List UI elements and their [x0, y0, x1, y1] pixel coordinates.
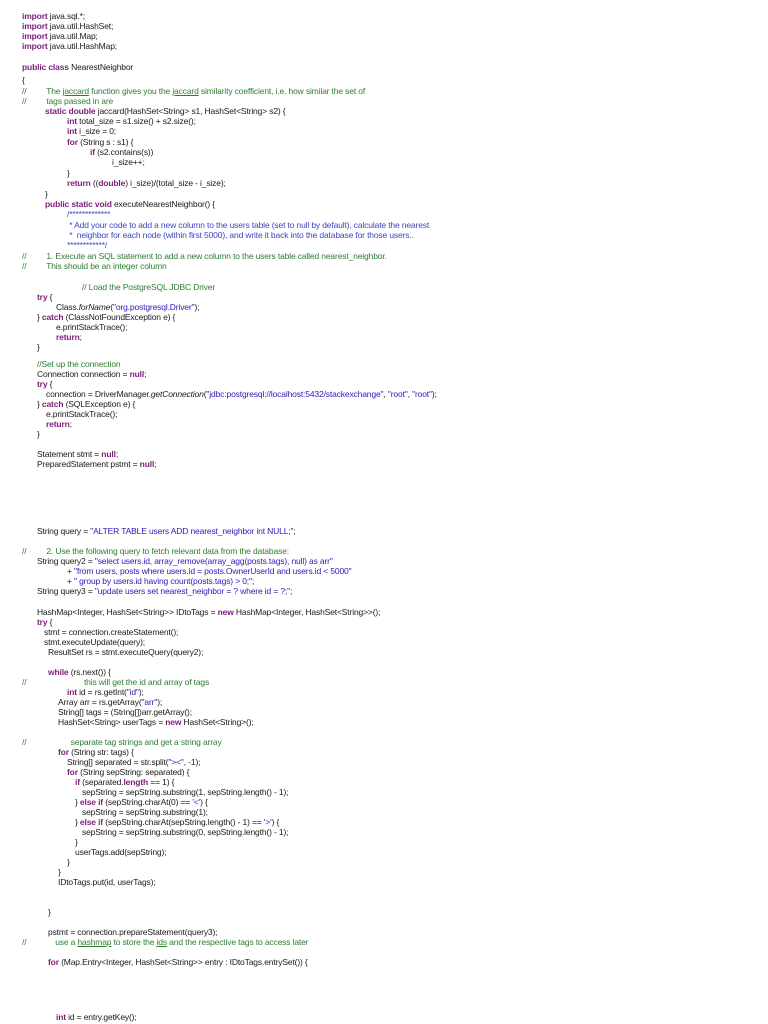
code-token: import [22, 41, 48, 51]
code-token: } [48, 907, 51, 917]
code-token: Array arr = rs.getArray( [58, 697, 142, 707]
code-token: id = entry.getKey(); [65, 1012, 137, 1022]
code-token: ResultSet rs = stmt.executeQuery(query2); [48, 647, 204, 657]
code-token: } [75, 837, 78, 847]
code-line [56, 302, 199, 312]
code-line [22, 546, 289, 556]
code-line [22, 261, 167, 271]
code-line [37, 586, 292, 596]
code-token: catch [41, 312, 64, 322]
code-token: ) i_size)/(total_size - i_size); [125, 178, 226, 188]
code-token: * neighbor for each node (within first 5000), and write it back into the database for those users.. [67, 230, 414, 240]
code-token: static [45, 106, 67, 116]
code-token: import [22, 21, 48, 31]
code-line [46, 409, 117, 419]
code-token: + [67, 566, 75, 576]
code-line [37, 429, 40, 439]
code-token: Class. [56, 302, 79, 312]
code-line [48, 667, 111, 677]
code-token: } [37, 429, 40, 439]
code-token: (( [90, 178, 99, 188]
code-line [37, 459, 156, 469]
code-token: "from users, posts where users.id = posts.OwnerUserId and users.id < 5000" [74, 566, 352, 576]
code-line [67, 220, 429, 230]
code-token: // [22, 261, 27, 271]
code-token: NearestNeighbor [68, 62, 134, 72]
code-token: new [217, 607, 234, 617]
code-token: String query = [37, 526, 91, 536]
code-line [58, 877, 156, 887]
code-token: null [129, 369, 145, 379]
code-line [67, 240, 107, 250]
code-token: (ClassNotFoundException e) { [63, 312, 176, 322]
code-token: } [75, 817, 80, 827]
code-token: (String s : s1) { [77, 137, 134, 147]
code-token: } [37, 399, 42, 409]
code-line [58, 697, 162, 707]
code-token: ); [157, 697, 163, 707]
code-token: ); [431, 389, 437, 399]
code-token: (rs.next()) { [68, 667, 111, 677]
code-token: int [67, 116, 77, 126]
code-token: id = rs.getInt( [76, 687, 127, 697]
code-token: try [37, 379, 48, 389]
code-token: hashmap [77, 937, 112, 947]
code-token: pstmt = connection.prepareStatement(query3); [48, 927, 218, 937]
code-token: '<' [192, 797, 201, 807]
code-token: return [56, 332, 80, 342]
code-line [22, 62, 133, 72]
code-token: "update users set nearest_neighbor = ? where id = ?;" [94, 586, 290, 596]
code-line [112, 157, 145, 167]
code-token: double [68, 106, 96, 116]
code-line [67, 178, 226, 188]
code-line [22, 677, 209, 687]
code-token: (String str: tags) { [68, 747, 134, 757]
code-line [46, 419, 72, 429]
code-token: else [79, 817, 96, 827]
code-token: } [58, 867, 61, 877]
code-line [67, 230, 414, 240]
code-token: jaccard [62, 86, 89, 96]
code-token: getConnection [150, 389, 204, 399]
code-token: ) { [271, 817, 280, 827]
code-token: function gives you the [88, 86, 173, 96]
code-token: ); [138, 687, 144, 697]
code-token: to store the [111, 937, 157, 947]
code-token: use a [26, 937, 78, 947]
code-token: i_size = 0; [76, 126, 117, 136]
code-line [75, 777, 174, 787]
code-token: * Add your code to add a new column to the users table (set to null by default), calculate the nearest [67, 220, 430, 230]
code-token: userTags.add(sepString); [75, 847, 167, 857]
code-token: "id" [126, 687, 139, 697]
code-token: executeNearestNeighbor() { [111, 199, 215, 209]
code-token: (String sepString: separated) { [77, 767, 190, 777]
code-token: HashMap<Integer, HashSet<String>>(); [233, 607, 381, 617]
code-token: } [37, 312, 42, 322]
code-token: int [67, 126, 77, 136]
code-token: } [75, 797, 80, 807]
code-token: jaccard(HashSet<String> s1, HashSet<String> s2) { [95, 106, 286, 116]
code-token: import [22, 11, 48, 21]
code-line [37, 556, 333, 566]
code-token: , [407, 389, 413, 399]
code-token: String query2 = [37, 556, 95, 566]
code-line [22, 11, 85, 21]
code-token: try [37, 292, 48, 302]
code-line [82, 787, 288, 797]
code-token: (separated. [79, 777, 124, 787]
code-line [37, 617, 52, 627]
code-line [67, 757, 200, 767]
code-token: "select users.id, array_remove(array_agg(posts.tags), null) as arr" [94, 556, 333, 566]
code-token: "><" [168, 757, 184, 767]
code-line [75, 817, 279, 827]
code-line [67, 168, 70, 178]
code-token: String query3 = [37, 586, 95, 596]
code-line [46, 389, 437, 399]
code-line [44, 627, 178, 637]
code-line [48, 907, 51, 917]
code-token: for [67, 767, 78, 777]
code-token: and the respective tags to access later [166, 937, 309, 947]
code-line [56, 322, 127, 332]
code-token: if [98, 797, 103, 807]
code-token: { [47, 617, 53, 627]
code-token: e.printStackTrace(); [56, 322, 128, 332]
code-token: // [22, 546, 27, 556]
code-line [82, 807, 208, 817]
code-token: } [45, 189, 48, 199]
code-line [22, 31, 98, 41]
code-line [37, 359, 121, 369]
code-token: tags passed in are [26, 96, 114, 106]
code-line [56, 1012, 137, 1022]
code-line [67, 767, 189, 777]
code-token: (sepString.charAt(0) == [102, 797, 193, 807]
code-token: "root" [387, 389, 408, 399]
code-line [45, 199, 215, 209]
code-token: public [45, 199, 70, 209]
code-line [82, 827, 288, 837]
code-token: stmt.executeUpdate(query); [44, 637, 145, 647]
code-line [45, 106, 286, 116]
code-token: if [75, 777, 80, 787]
code-token: String[] separated = str.split( [67, 757, 169, 767]
code-token: } [67, 857, 70, 867]
code-token: connection = DriverManager. [46, 389, 151, 399]
code-token: ; [289, 586, 293, 596]
code-line [58, 707, 192, 717]
code-token: similarity coefficient, i.e. how similar the set of [198, 86, 366, 96]
code-token: "jdbc:postgresql://localhost:5432/stackexchange" [206, 389, 384, 399]
code-token: /************* [67, 209, 111, 219]
code-line [37, 292, 52, 302]
code-line [37, 399, 135, 409]
code-line [58, 747, 134, 757]
code-token: stmt = connection.createStatement(); [44, 627, 179, 637]
code-token: The [26, 86, 63, 96]
code-token: ); [194, 302, 200, 312]
code-line [48, 957, 308, 967]
code-line [48, 647, 203, 657]
code-token: java.util.Map; [47, 31, 98, 41]
code-line [48, 927, 217, 937]
code-token: sepString = sepString.substring(1, sepString.length() - 1); [82, 787, 289, 797]
code-token: //Set up the connection [37, 359, 121, 369]
code-token: } [37, 342, 40, 352]
code-token: ; [144, 369, 147, 379]
code-line [67, 116, 196, 126]
code-token: null [101, 449, 116, 459]
code-line [22, 41, 117, 51]
code-token: ) { [200, 797, 208, 807]
code-line [22, 96, 113, 106]
code-line [44, 637, 145, 647]
code-token: (s2.contains(s)) [94, 147, 154, 157]
code-token: for [58, 747, 69, 757]
code-token: Statement stmt = [37, 449, 102, 459]
code-token: jaccard [172, 86, 199, 96]
code-token: ; [293, 526, 296, 536]
code-line [67, 137, 133, 147]
code-token: e.printStackTrace(); [46, 409, 118, 419]
code-token: { [47, 292, 53, 302]
code-token: { [47, 379, 53, 389]
code-line [22, 86, 365, 96]
code-token: ; [251, 576, 255, 586]
code-token: separate tag strings and get a string array [26, 737, 222, 747]
code-token: ************/ [67, 240, 108, 250]
code-token: + [67, 576, 75, 586]
code-token: HashSet<String> userTags = [58, 717, 166, 727]
code-token: // [22, 677, 27, 687]
code-token: return [67, 178, 91, 188]
code-token: for [48, 957, 59, 967]
code-token: ; [115, 449, 119, 459]
code-token: java.util.HashSet; [47, 21, 114, 31]
code-token: This should be an integer column [26, 261, 167, 271]
code-token: // [22, 937, 27, 947]
code-token: Connection connection = [37, 369, 130, 379]
code-line [37, 449, 118, 459]
code-token: " group by users.id having count(posts.tags) > 0;" [74, 576, 252, 586]
code-token: (SQLException e) { [63, 399, 136, 409]
code-token: try [37, 617, 48, 627]
code-token: == 1) { [148, 777, 175, 787]
code-token: // Load the PostgreSQL JDBC Driver [82, 282, 216, 292]
code-token: sepString = sepString.substring(1); [82, 807, 208, 817]
code-line [22, 251, 387, 261]
code-line [67, 126, 116, 136]
code-token: public [22, 62, 47, 72]
code-line [37, 312, 175, 322]
code-token: static [71, 199, 93, 209]
code-line [82, 282, 215, 292]
code-token: { [22, 75, 25, 85]
code-token: total_size = s1.size() + s2.size(); [76, 116, 196, 126]
code-line [22, 737, 222, 747]
code-token: java.sql.*; [47, 11, 85, 21]
code-line [37, 607, 380, 617]
code-token: ids [156, 937, 167, 947]
code-token: catch [41, 399, 64, 409]
code-line [37, 369, 146, 379]
code-line [58, 717, 254, 727]
code-line [37, 526, 296, 536]
code-token: String[] tags = (String[])arr.getArray(); [58, 707, 192, 717]
code-line [22, 937, 308, 947]
code-line [58, 867, 61, 877]
code-token: ; [79, 332, 82, 342]
code-line [56, 332, 82, 342]
code-token: int [67, 687, 77, 697]
code-token: ; [69, 419, 72, 429]
code-token: double [98, 178, 126, 188]
code-token: ( [110, 302, 113, 312]
code-token: ; [154, 459, 157, 469]
code-token: length [123, 777, 149, 787]
code-line [22, 21, 113, 31]
code-token: (sepString.charAt(sepString.length() - 1) == [102, 817, 264, 827]
code-token: HashSet<String>(); [181, 717, 254, 727]
code-token: "ALTER TABLE users ADD nearest_neighbor int NULL;" [90, 526, 294, 536]
code-line [75, 847, 166, 857]
code-token: HashMap<Integer, HashSet<String>> IDtoTags = [37, 607, 218, 617]
code-token: 1. Execute an SQL statement to add a new column to the users table called nearest_neighbor. [26, 251, 387, 261]
code-token: if [98, 817, 103, 827]
code-token: int [56, 1012, 66, 1022]
code-token: PreparedStatement pstmt = [37, 459, 140, 469]
code-line [67, 576, 254, 586]
code-token: , -1); [183, 757, 201, 767]
code-line [22, 75, 25, 85]
code-line [75, 837, 78, 847]
code-token: "org.postgresql.Driver" [112, 302, 195, 312]
code-token: void [94, 199, 112, 209]
code-token: "arr" [141, 697, 158, 707]
code-token: "root" [412, 389, 432, 399]
code-token: ( [203, 389, 207, 399]
code-token: class [48, 62, 69, 72]
code-line [90, 147, 153, 157]
code-token: '>' [263, 817, 272, 827]
code-token: new [165, 717, 182, 727]
code-token: , [383, 389, 388, 399]
code-line [67, 566, 352, 576]
code-token: sepString = sepString.substring(0, sepString.length() - 1); [82, 827, 289, 837]
code-token: IDtoTags.put(id, userTags); [58, 877, 156, 887]
code-token: // [22, 251, 27, 261]
code-token: else [79, 797, 96, 807]
code-token: for [67, 137, 78, 147]
code-line [67, 857, 70, 867]
code-token: import [22, 31, 48, 41]
code-token: // [22, 86, 27, 96]
code-token: java.util.HashMap; [47, 41, 117, 51]
code-token: forName [78, 302, 111, 312]
code-line [37, 379, 52, 389]
code-line [37, 342, 40, 352]
code-line [75, 797, 208, 807]
code-token: this will get the id and array of tags [26, 677, 210, 687]
code-token: i_size++; [112, 157, 145, 167]
code-token: 2. Use the following query to fetch relevant data from the database: [26, 546, 289, 556]
code-token: // [22, 96, 27, 106]
code-token: while [48, 667, 69, 677]
code-line [67, 687, 144, 697]
code-token: } [67, 168, 70, 178]
code-token: // [22, 737, 27, 747]
code-token: null [139, 459, 155, 469]
code-token: return [46, 419, 70, 429]
code-token: if [90, 147, 95, 157]
code-line [67, 209, 110, 219]
code-line [45, 189, 48, 199]
code-token: (Map.Entry<Integer, HashSet<String>> entry : IDtoTags.entrySet()) { [58, 957, 308, 967]
